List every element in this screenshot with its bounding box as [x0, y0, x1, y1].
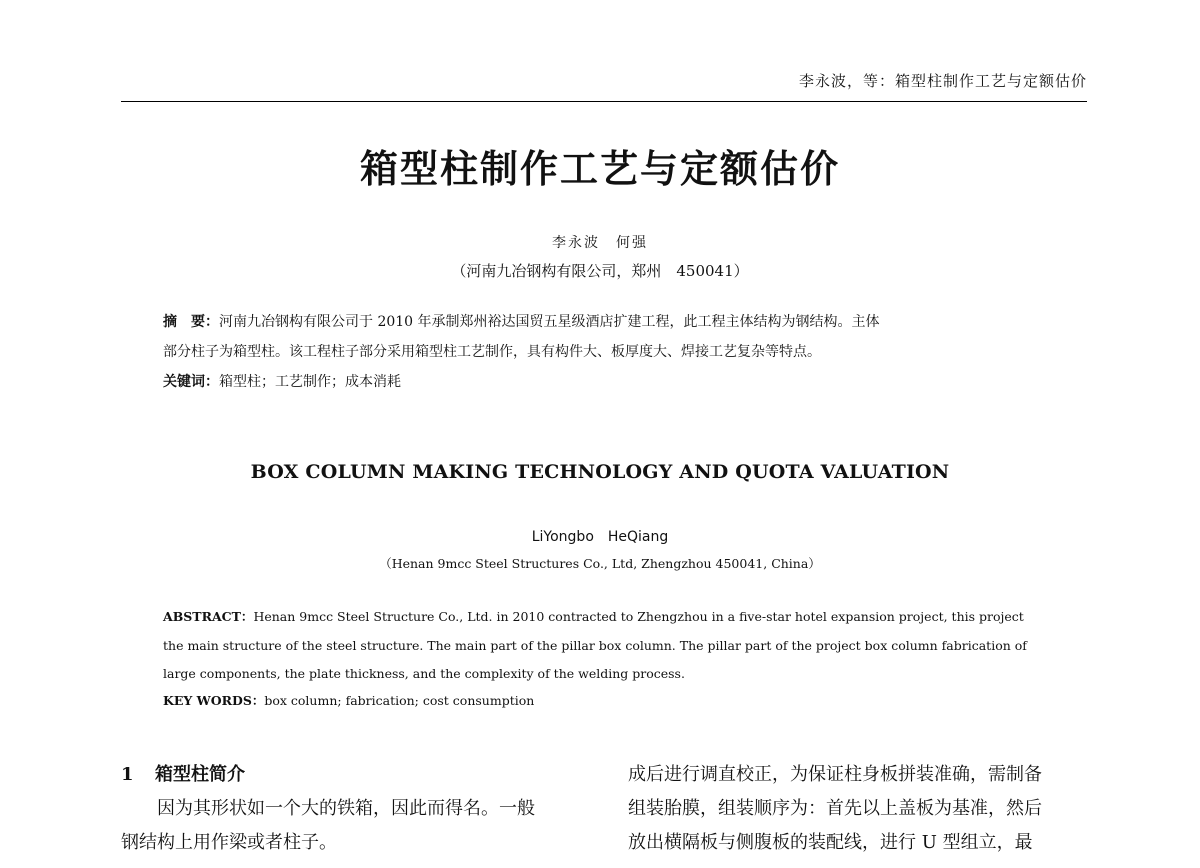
keywords-cn-text: 箱型柱；工艺制作；成本消耗 — [219, 374, 401, 390]
abstract-en-line-2: the main structure of the steel structure. The main part of the pillar box column. The pillar part of the project box column fabrication of — [163, 638, 1027, 653]
body-column-right — [628, 758, 1090, 860]
running-header: 李永波，等：箱型柱制作工艺与定额估价 — [798, 72, 1087, 90]
keywords-cn — [163, 367, 1063, 397]
abstract-cn-label: 摘 要： — [163, 314, 219, 330]
keywords-en — [163, 686, 1063, 715]
keywords-cn-label: 关键词： — [163, 374, 219, 390]
section-title: 箱型柱简介 — [155, 764, 245, 785]
abstract-en-line-3: large components, the plate thickness, and the complexity of the welding process. — [163, 666, 685, 681]
abstract-en-line-1 — [163, 602, 1063, 631]
paper-title-cn: 箱型柱制作工艺与定额估价 — [359, 146, 840, 191]
abstract-cn-line-2: 部分柱子为箱型柱。该工程柱子部分采用箱型柱工艺制作，具有构件大、板厚度大、焊接工艺复杂等特点。 — [163, 344, 821, 360]
abstract-en-text-1: Henan 9mcc Steel Structure Co., Ltd. in 2010 contracted to Zhengzhou in a five-star hotel expansion project, this project — [253, 609, 1024, 624]
authors-cn: 李永波 何强 — [552, 235, 648, 251]
abstract-cn-text-1: 河南九冶钢构有限公司于 2010 年承制郑州裕达国贸五星级酒店扩建工程，此工程主体结构为钢结构。主体 — [219, 314, 880, 330]
keywords-en-label: KEY WORDS： — [163, 693, 265, 708]
body-line: 成后进行调直校正，为保证柱身板拼装准确，需制备 — [628, 764, 1042, 785]
abstract-en-label: ABSTRACT： — [163, 609, 254, 624]
header-rule — [121, 101, 1087, 102]
abstract-cn-line-1 — [163, 307, 1063, 337]
body-line: 钢结构上用作梁或者柱子。 — [121, 832, 337, 853]
authors-en: LiYongbo HeQiang — [531, 529, 669, 545]
body-line: 组装胎膜，组装顺序为：首先以上盖板为基准，然后 — [628, 798, 1042, 819]
body-column-left — [121, 758, 591, 860]
body-line: 放出横隔板与侧腹板的装配线，进行 U 型组立，最 — [628, 832, 1033, 853]
section-heading — [121, 758, 591, 792]
keywords-en-text: box column; fabrication; cost consumption — [264, 693, 535, 708]
affiliation-cn: （河南九冶钢构有限公司，郑州 450041） — [451, 262, 749, 280]
body-line: 因为其形状如一个大的铁箱，因此而得名。一般 — [157, 798, 535, 819]
section-number: 1 — [121, 764, 134, 785]
affiliation-en: （Henan 9mcc Steel Structures Co., Ltd, Zhengzhou 450041, China） — [379, 556, 821, 571]
paper-title-en: BOX COLUMN MAKING TECHNOLOGY AND QUOTA VALUATION — [250, 461, 950, 483]
